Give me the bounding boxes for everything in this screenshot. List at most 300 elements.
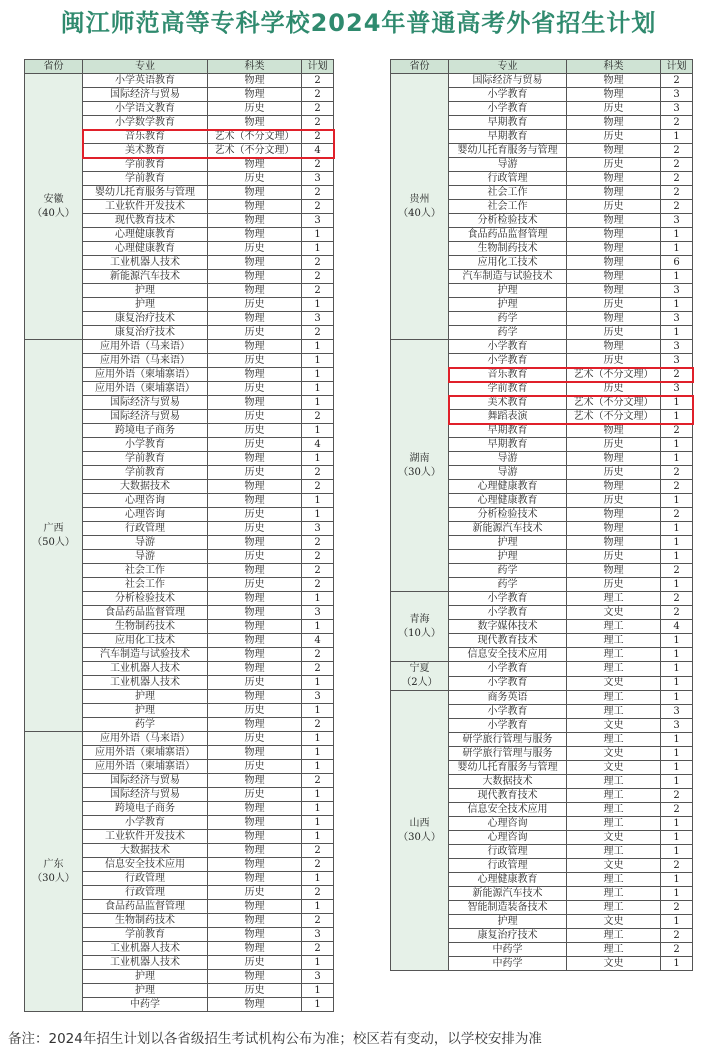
plan-cell: 1 <box>661 270 693 284</box>
major-cell: 心理咨询 <box>449 831 567 845</box>
plan-cell: 1 <box>302 228 334 242</box>
header-plan: 计划 <box>661 60 693 74</box>
subject-cell: 历史 <box>208 788 302 802</box>
major-cell: 小学教育 <box>83 438 208 452</box>
major-cell: 行政管理 <box>83 522 208 536</box>
plan-cell: 3 <box>661 88 693 102</box>
plan-cell: 2 <box>302 466 334 480</box>
major-cell: 小学教育 <box>449 88 567 102</box>
plan-cell: 2 <box>661 480 693 494</box>
plan-cell: 2 <box>661 943 693 957</box>
province-cell <box>391 691 449 971</box>
major-cell: 早期教育 <box>449 424 567 438</box>
subject-cell: 物理 <box>208 774 302 788</box>
major-cell: 新能源汽车技术 <box>83 270 208 284</box>
province-name: 广西 <box>43 522 64 534</box>
subject-cell: 艺术（不分文理） <box>567 396 661 410</box>
major-cell: 舞蹈表演 <box>449 410 567 424</box>
major-cell: 小学教育 <box>449 102 567 116</box>
subject-cell: 物理 <box>567 214 661 228</box>
subject-cell: 历史 <box>208 410 302 424</box>
subject-cell: 文史 <box>567 859 661 873</box>
plan-cell: 3 <box>302 172 334 186</box>
subject-cell: 物理 <box>567 88 661 102</box>
subject-cell: 艺术（不分文理） <box>567 368 661 382</box>
plan-cell: 2 <box>302 914 334 928</box>
subject-cell: 理工 <box>567 929 661 943</box>
major-cell: 食品药品监督管理 <box>83 606 208 620</box>
major-cell: 心理咨询 <box>83 508 208 522</box>
plan-cell: 3 <box>302 970 334 984</box>
plan-cell: 3 <box>302 214 334 228</box>
plan-cell: 2 <box>302 942 334 956</box>
subject-cell: 物理 <box>567 536 661 550</box>
subject-cell: 理工 <box>567 648 661 662</box>
subject-cell: 物理 <box>208 858 302 872</box>
plan-cell: 2 <box>661 592 693 606</box>
subject-cell: 历史 <box>567 354 661 368</box>
major-cell: 护理 <box>83 704 208 718</box>
major-cell: 应用化工技术 <box>83 634 208 648</box>
subject-cell: 物理 <box>208 718 302 732</box>
subject-cell: 理工 <box>567 901 661 915</box>
subject-cell: 物理 <box>208 998 302 1012</box>
major-cell: 新能源汽车技术 <box>449 522 567 536</box>
plan-cell: 1 <box>661 845 693 859</box>
plan-cell: 1 <box>302 494 334 508</box>
subject-cell: 历史 <box>208 676 302 690</box>
major-cell: 工业软件开发技术 <box>83 830 208 844</box>
subject-cell: 历史 <box>208 424 302 438</box>
plan-cell: 2 <box>302 886 334 900</box>
plan-cell: 3 <box>661 340 693 354</box>
plan-cell: 1 <box>302 956 334 970</box>
plan-cell: 3 <box>661 354 693 368</box>
plan-cell: 2 <box>302 858 334 872</box>
plan-cell: 1 <box>302 816 334 830</box>
major-cell: 心理健康教育 <box>83 242 208 256</box>
table-row <box>391 340 693 354</box>
plan-cell: 3 <box>661 284 693 298</box>
major-cell: 婴幼儿托育服务与管理 <box>449 144 567 158</box>
plan-cell: 1 <box>661 452 693 466</box>
subject-cell: 历史 <box>567 438 661 452</box>
subject-cell: 物理 <box>567 312 661 326</box>
header-subject: 科类 <box>567 60 661 74</box>
major-cell: 行政管理 <box>449 845 567 859</box>
province-total: （40人） <box>32 207 75 219</box>
major-cell: 小学教育 <box>449 719 567 733</box>
subject-cell: 理工 <box>567 592 661 606</box>
major-cell: 国际经济与贸易 <box>83 396 208 410</box>
plan-cell: 3 <box>302 928 334 942</box>
major-cell: 信息安全技术应用 <box>449 648 567 662</box>
subject-cell: 物理 <box>208 914 302 928</box>
major-cell: 国际经济与贸易 <box>449 74 567 88</box>
province-total: （10人） <box>398 627 441 639</box>
subject-cell: 物理 <box>208 88 302 102</box>
major-cell: 小学教育 <box>449 662 567 677</box>
header-major: 专业 <box>449 60 567 74</box>
subject-cell: 物理 <box>208 830 302 844</box>
plan-cell: 2 <box>302 536 334 550</box>
subject-cell: 历史 <box>208 578 302 592</box>
plan-cell: 2 <box>302 130 334 144</box>
major-cell: 婴幼儿托育服务与管理 <box>83 186 208 200</box>
major-cell: 生物制药技术 <box>449 242 567 256</box>
subject-cell: 物理 <box>208 158 302 172</box>
subject-cell: 文史 <box>567 957 661 971</box>
subject-cell: 历史 <box>208 438 302 452</box>
subject-cell: 物理 <box>208 228 302 242</box>
subject-cell: 物理 <box>567 172 661 186</box>
subject-cell: 物理 <box>208 200 302 214</box>
header-province: 省份 <box>391 60 449 74</box>
major-cell: 国际经济与贸易 <box>83 410 208 424</box>
major-cell: 护理 <box>449 536 567 550</box>
subject-cell: 理工 <box>567 789 661 803</box>
major-cell: 心理健康教育 <box>449 480 567 494</box>
province-name: 广东 <box>43 858 64 870</box>
major-cell: 音乐教育 <box>83 130 208 144</box>
major-cell: 心理健康教育 <box>449 873 567 887</box>
major-cell: 学前教育 <box>83 928 208 942</box>
subject-cell: 历史 <box>567 158 661 172</box>
plan-cell: 1 <box>302 424 334 438</box>
plan-cell: 2 <box>302 844 334 858</box>
plan-cell: 1 <box>661 915 693 929</box>
province-total: （30人） <box>398 831 441 843</box>
plan-cell: 1 <box>302 340 334 354</box>
major-cell: 早期教育 <box>449 130 567 144</box>
subject-cell: 理工 <box>567 705 661 719</box>
major-cell: 心理咨询 <box>449 817 567 831</box>
major-cell: 导游 <box>449 466 567 480</box>
major-cell: 应用外语（马来语） <box>83 732 208 746</box>
major-cell: 研学旅行管理与服务 <box>449 733 567 747</box>
plan-cell: 4 <box>661 620 693 634</box>
major-cell: 护理 <box>449 550 567 564</box>
plan-cell: 2 <box>661 466 693 480</box>
major-cell: 中药学 <box>83 998 208 1012</box>
major-cell: 行政管理 <box>449 859 567 873</box>
province-name: 贵州 <box>409 193 430 205</box>
plan-cell: 2 <box>661 172 693 186</box>
subject-cell: 理工 <box>567 873 661 887</box>
major-cell: 分析检验技术 <box>83 592 208 606</box>
plan-cell: 1 <box>661 691 693 705</box>
major-cell: 小学教育 <box>449 606 567 620</box>
subject-cell: 文史 <box>567 606 661 620</box>
province-total: （40人） <box>398 207 441 219</box>
major-cell: 食品药品监督管理 <box>449 228 567 242</box>
plan-cell: 1 <box>661 761 693 775</box>
plan-cell: 1 <box>661 817 693 831</box>
subject-cell: 历史 <box>208 326 302 340</box>
plan-cell: 1 <box>302 872 334 886</box>
province-total: （2人） <box>401 677 438 688</box>
subject-cell: 历史 <box>208 522 302 536</box>
plan-cell: 1 <box>661 438 693 452</box>
subject-cell: 历史 <box>567 466 661 480</box>
major-cell: 小学教育 <box>449 592 567 606</box>
subject-cell: 物理 <box>208 340 302 354</box>
plan-cell: 2 <box>302 578 334 592</box>
plan-cell: 1 <box>302 760 334 774</box>
subject-cell: 历史 <box>208 466 302 480</box>
plan-cell: 4 <box>302 438 334 452</box>
subject-cell: 历史 <box>208 704 302 718</box>
major-cell: 国际经济与贸易 <box>83 788 208 802</box>
major-cell: 应用化工技术 <box>449 256 567 270</box>
plan-cell: 1 <box>302 746 334 760</box>
major-cell: 应用外语（马来语） <box>83 340 208 354</box>
major-cell: 工业机器人技术 <box>83 942 208 956</box>
plan-cell: 2 <box>302 284 334 298</box>
plan-cell: 2 <box>302 74 334 88</box>
province-cell <box>391 74 449 340</box>
major-cell: 药学 <box>449 312 567 326</box>
province-name: 青海 <box>409 613 430 625</box>
subject-cell: 理工 <box>567 733 661 747</box>
major-cell: 工业软件开发技术 <box>83 200 208 214</box>
plan-cell: 3 <box>302 606 334 620</box>
plan-cell: 1 <box>661 733 693 747</box>
subject-cell: 历史 <box>567 200 661 214</box>
subject-cell: 物理 <box>208 312 302 326</box>
major-cell: 导游 <box>449 452 567 466</box>
major-cell: 现代教育技术 <box>83 214 208 228</box>
subject-cell: 物理 <box>567 186 661 200</box>
major-cell: 小学教育 <box>449 705 567 719</box>
major-cell: 社会工作 <box>449 186 567 200</box>
subject-cell: 物理 <box>208 536 302 550</box>
major-cell: 工业机器人技术 <box>83 676 208 690</box>
plan-cell: 1 <box>302 802 334 816</box>
subject-cell: 理工 <box>567 845 661 859</box>
major-cell: 美术教育 <box>449 396 567 410</box>
plan-cell: 1 <box>302 788 334 802</box>
subject-cell: 历史 <box>208 508 302 522</box>
table-row <box>391 691 693 705</box>
major-cell: 现代教育技术 <box>449 634 567 648</box>
plan-cell: 2 <box>661 158 693 172</box>
plan-cell: 2 <box>661 368 693 382</box>
subject-cell: 历史 <box>567 326 661 340</box>
major-cell: 跨境电子商务 <box>83 424 208 438</box>
plan-cell: 2 <box>661 144 693 158</box>
major-cell: 中药学 <box>449 943 567 957</box>
major-cell: 早期教育 <box>449 116 567 130</box>
major-cell: 汽车制造与试验技术 <box>449 270 567 284</box>
major-cell: 小学语文教育 <box>83 102 208 116</box>
plan-cell: 1 <box>302 732 334 746</box>
plan-cell: 1 <box>661 298 693 312</box>
major-cell: 小学教育 <box>449 340 567 354</box>
plan-cell: 1 <box>302 382 334 396</box>
subject-cell: 物理 <box>567 74 661 88</box>
major-cell: 智能制造装备技术 <box>449 901 567 915</box>
subject-cell: 物理 <box>567 284 661 298</box>
plan-cell: 1 <box>661 494 693 508</box>
subject-cell: 物理 <box>567 256 661 270</box>
plan-cell: 1 <box>302 452 334 466</box>
major-cell: 药学 <box>449 326 567 340</box>
major-cell: 小学数学教育 <box>83 116 208 130</box>
subject-cell: 物理 <box>208 564 302 578</box>
major-cell: 护理 <box>83 690 208 704</box>
major-cell: 护理 <box>83 970 208 984</box>
subject-cell: 物理 <box>208 634 302 648</box>
major-cell: 导游 <box>449 158 567 172</box>
plan-cell: 2 <box>661 186 693 200</box>
plan-cell: 1 <box>302 396 334 410</box>
plan-cell: 1 <box>661 634 693 648</box>
plan-cell: 2 <box>661 424 693 438</box>
major-cell: 大数据技术 <box>83 844 208 858</box>
major-cell: 工业机器人技术 <box>83 256 208 270</box>
plan-cell: 6 <box>661 256 693 270</box>
province-cell <box>25 340 83 732</box>
subject-cell: 物理 <box>208 844 302 858</box>
major-cell: 小学英语教育 <box>83 74 208 88</box>
major-cell: 学前教育 <box>449 382 567 396</box>
subject-cell: 历史 <box>567 494 661 508</box>
major-cell: 康复治疗技术 <box>449 929 567 943</box>
subject-cell: 理工 <box>567 775 661 789</box>
major-cell: 行政管理 <box>83 886 208 900</box>
plan-cell: 1 <box>302 354 334 368</box>
major-cell: 心理健康教育 <box>449 494 567 508</box>
subject-cell: 物理 <box>208 648 302 662</box>
plan-cell: 2 <box>661 606 693 620</box>
subject-cell: 物理 <box>208 746 302 760</box>
major-cell: 应用外语（柬埔寨语） <box>83 382 208 396</box>
header-province: 省份 <box>25 60 83 74</box>
table-row <box>25 732 334 746</box>
major-cell: 护理 <box>83 984 208 998</box>
major-cell: 护理 <box>449 298 567 312</box>
major-cell: 新能源汽车技术 <box>449 887 567 901</box>
plan-cell: 1 <box>661 831 693 845</box>
province-cell <box>391 340 449 592</box>
plan-cell: 4 <box>302 144 334 158</box>
subject-cell: 物理 <box>567 522 661 536</box>
subject-cell: 物理 <box>208 396 302 410</box>
plan-cell: 1 <box>302 984 334 998</box>
subject-cell: 物理 <box>208 816 302 830</box>
major-cell: 康复治疗技术 <box>83 312 208 326</box>
subject-cell: 物理 <box>208 452 302 466</box>
subject-cell: 物理 <box>567 270 661 284</box>
subject-cell: 历史 <box>208 956 302 970</box>
plan-cell: 1 <box>302 900 334 914</box>
plan-cell: 1 <box>661 130 693 144</box>
subject-cell: 历史 <box>208 242 302 256</box>
plan-cell: 2 <box>661 564 693 578</box>
table-row <box>25 74 334 88</box>
plan-cell: 2 <box>661 200 693 214</box>
plan-cell: 1 <box>661 410 693 424</box>
subject-cell: 物理 <box>208 900 302 914</box>
subject-cell: 理工 <box>567 943 661 957</box>
plan-cell: 2 <box>661 789 693 803</box>
major-cell: 学前教育 <box>83 466 208 480</box>
major-cell: 中药学 <box>449 957 567 971</box>
subject-cell: 历史 <box>208 298 302 312</box>
subject-cell: 物理 <box>567 480 661 494</box>
plan-cell: 1 <box>302 298 334 312</box>
subject-cell: 物理 <box>567 116 661 130</box>
subject-cell: 历史 <box>567 382 661 396</box>
plan-cell: 2 <box>302 116 334 130</box>
plan-cell: 2 <box>661 803 693 817</box>
plan-cell: 2 <box>302 200 334 214</box>
major-cell: 工业机器人技术 <box>83 662 208 676</box>
subject-cell: 理工 <box>567 887 661 901</box>
major-cell: 生物制药技术 <box>83 620 208 634</box>
major-cell: 小学教育 <box>83 816 208 830</box>
subject-cell: 历史 <box>567 102 661 116</box>
major-cell: 行政管理 <box>449 172 567 186</box>
subject-cell: 理工 <box>567 662 661 677</box>
plan-cell: 1 <box>661 676 693 691</box>
major-cell: 信息安全技术应用 <box>449 803 567 817</box>
subject-cell: 理工 <box>567 634 661 648</box>
subject-cell: 文史 <box>567 761 661 775</box>
plan-cell: 1 <box>302 620 334 634</box>
plan-table-left <box>24 59 334 1012</box>
subject-cell: 物理 <box>208 74 302 88</box>
subject-cell: 物理 <box>208 494 302 508</box>
province-name: 宁夏 <box>409 663 430 674</box>
plan-cell: 2 <box>661 901 693 915</box>
subject-cell: 理工 <box>567 691 661 705</box>
major-cell: 社会工作 <box>449 200 567 214</box>
plan-cell: 1 <box>661 957 693 971</box>
subject-cell: 物理 <box>208 480 302 494</box>
subject-cell: 历史 <box>567 298 661 312</box>
subject-cell: 物理 <box>567 452 661 466</box>
plan-cell: 1 <box>661 536 693 550</box>
plan-cell: 1 <box>302 676 334 690</box>
plan-cell: 2 <box>302 662 334 676</box>
table-header-row <box>25 60 334 74</box>
subject-cell: 文史 <box>567 915 661 929</box>
subject-cell: 物理 <box>208 270 302 284</box>
plan-cell: 2 <box>302 186 334 200</box>
plan-cell: 1 <box>661 396 693 410</box>
plan-cell: 1 <box>302 592 334 606</box>
plan-cell: 2 <box>661 859 693 873</box>
major-cell: 商务英语 <box>449 691 567 705</box>
major-cell: 护理 <box>449 284 567 298</box>
plan-cell: 2 <box>302 256 334 270</box>
major-cell: 食品药品监督管理 <box>83 900 208 914</box>
major-cell: 大数据技术 <box>449 775 567 789</box>
major-cell: 跨境电子商务 <box>83 802 208 816</box>
plan-cell: 3 <box>661 312 693 326</box>
subject-cell: 文史 <box>567 831 661 845</box>
major-cell: 学前教育 <box>83 158 208 172</box>
major-cell: 小学教育 <box>449 354 567 368</box>
subject-cell: 物理 <box>208 256 302 270</box>
major-cell: 药学 <box>449 564 567 578</box>
plan-cell: 2 <box>302 102 334 116</box>
plan-cell: 2 <box>302 718 334 732</box>
major-cell: 护理 <box>83 284 208 298</box>
major-cell: 导游 <box>83 536 208 550</box>
